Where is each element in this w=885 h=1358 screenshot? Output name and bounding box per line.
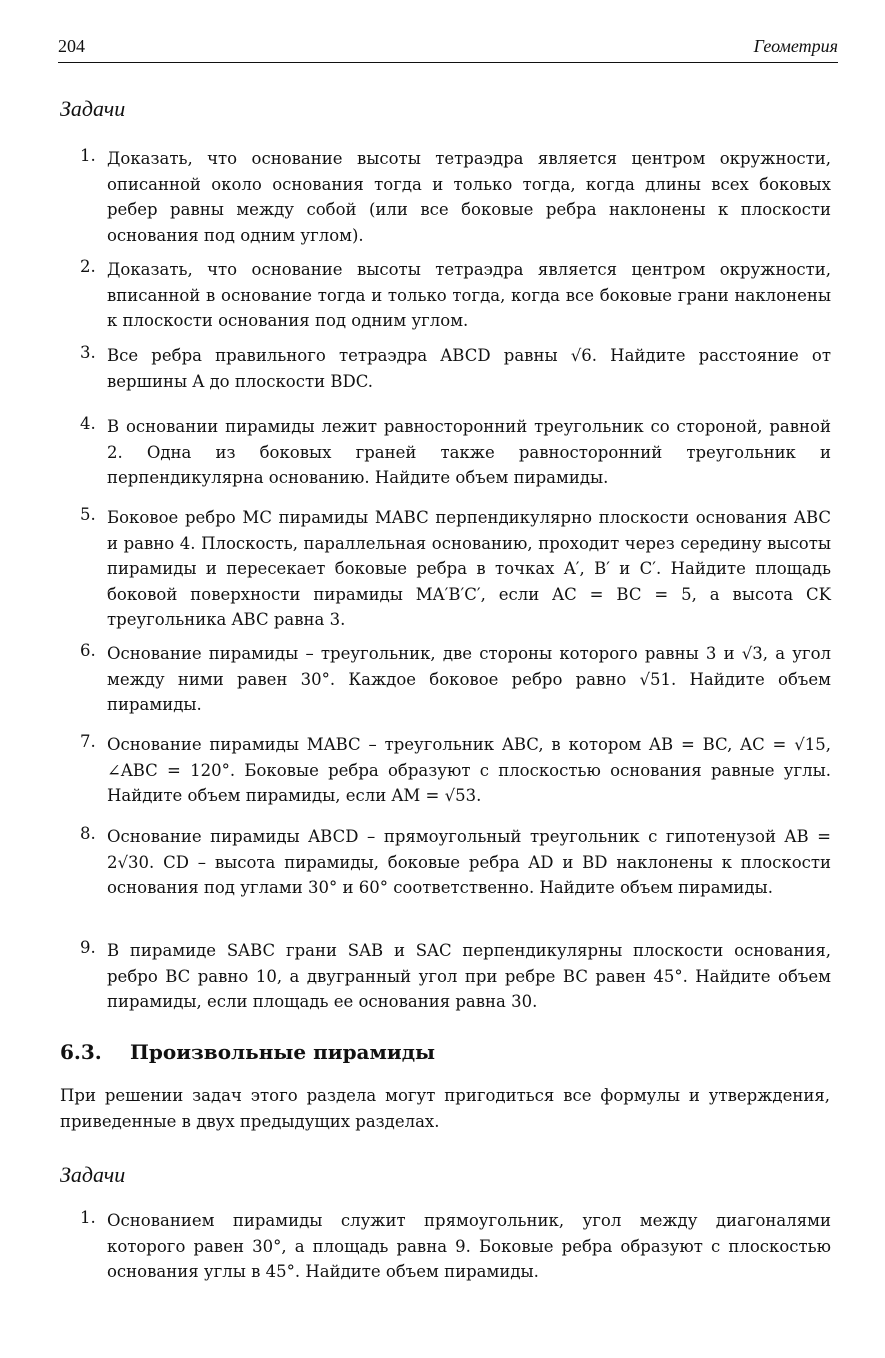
problem-number: 9. [80, 938, 96, 957]
page-number: 204 [58, 36, 85, 56]
problem-text: В основании пирамиды лежит равносторонний треугольник со стороной, равной 2. Одна из боковых граней также равносторонний треугольник и перпендикулярна основанию. Найдите объем пирамиды. [107, 417, 831, 487]
section-title: Произвольные пирамиды [130, 1040, 436, 1064]
problem-number: 6. [80, 641, 96, 660]
problem-number: 1. [80, 1208, 96, 1227]
problem-text: В пирамиде SABC грани SAB и SAC перпендикулярны плоскости основания, ребро BC равно 10, а двугранный угол при ребре BC равен 45°. Найдите объем пирамиды, если площадь ее основания равна 30. [107, 941, 831, 1011]
page-header [58, 36, 838, 63]
problem-number: 8. [80, 824, 96, 843]
section-heading [60, 1040, 435, 1064]
problem-number: 4. [80, 414, 96, 433]
problem-number: 5. [80, 505, 96, 524]
tasks-heading: Задачи [60, 1162, 126, 1187]
problem-text: Основание пирамиды – треугольник, две стороны которого равны 3 и √3, а угол между ними равен 30°. Каждое боковое ребро равно √51. Найдите объем пирамиды. [107, 644, 831, 714]
problem-text: Доказать, что основание высоты тетраэдра является центром окружности, вписанной в основание тогда и только тогда, когда все боковые грани наклонены к плоскости основания под одним углом. [107, 260, 831, 330]
tasks-heading: Задачи [60, 96, 126, 121]
problem-number: 7. [80, 732, 96, 751]
problem-number: 1. [80, 146, 96, 165]
problem-number: 3. [80, 343, 96, 362]
section-intro: При решении задач этого раздела могут пригодиться все формулы и утверждения, приведенные в двух предыдущих разделах. [60, 1086, 830, 1131]
problem-text: Основание пирамиды MABC – треугольник ABC, в котором AB = BC, AC = √15, ∠ABC = 120°. Боковые ребра образуют с плоскостью основания равные углы. Найдите объем пирамиды, если AM = √53. [107, 735, 831, 805]
problem-number: 2. [80, 257, 96, 276]
running-title: Геометрия [753, 36, 838, 56]
section-number: 6.3. [60, 1040, 102, 1064]
problem-text: Основанием пирамиды служит прямоугольник, угол между диагоналями которого равен 30°, а площадь равна 9. Боковые ребра образуют с плоскостью основания углы в 45°. Найдите объем пирамиды. [107, 1211, 831, 1281]
problem-text: Доказать, что основание высоты тетраэдра является центром окружности, описанной около основания тогда и только тогда, когда длины всех боковых ребер равны между собой (или все боковые ребра наклонены к плоскости основания под одним углом). [107, 149, 831, 245]
problem-text: Все ребра правильного тетраэдра ABCD равны √6. Найдите расстояние от вершины A до плоскости BDC. [107, 346, 831, 391]
problem-text: Основание пирамиды ABCD – прямоугольный треугольник с гипотенузой AB = 2√30. CD – высота пирамиды, боковые ребра AD и BD наклонены к плоскости основания под углами 30° и 60° соответственно. Найдите объем пирамиды. [107, 827, 831, 897]
problem-text: Боковое ребро MC пирамиды MABC перпендикулярно плоскости основания ABC и равно 4. Плоскость, параллельная основанию, проходит через середину высоты пирамиды и пересекает боковые ребра в точках A′, B′ и C′. Найдите площадь боковой поверхности пирамиды MA′B′C′, если AC = BC = 5, а высота CK треугольника ABC равна 3. [107, 508, 831, 629]
